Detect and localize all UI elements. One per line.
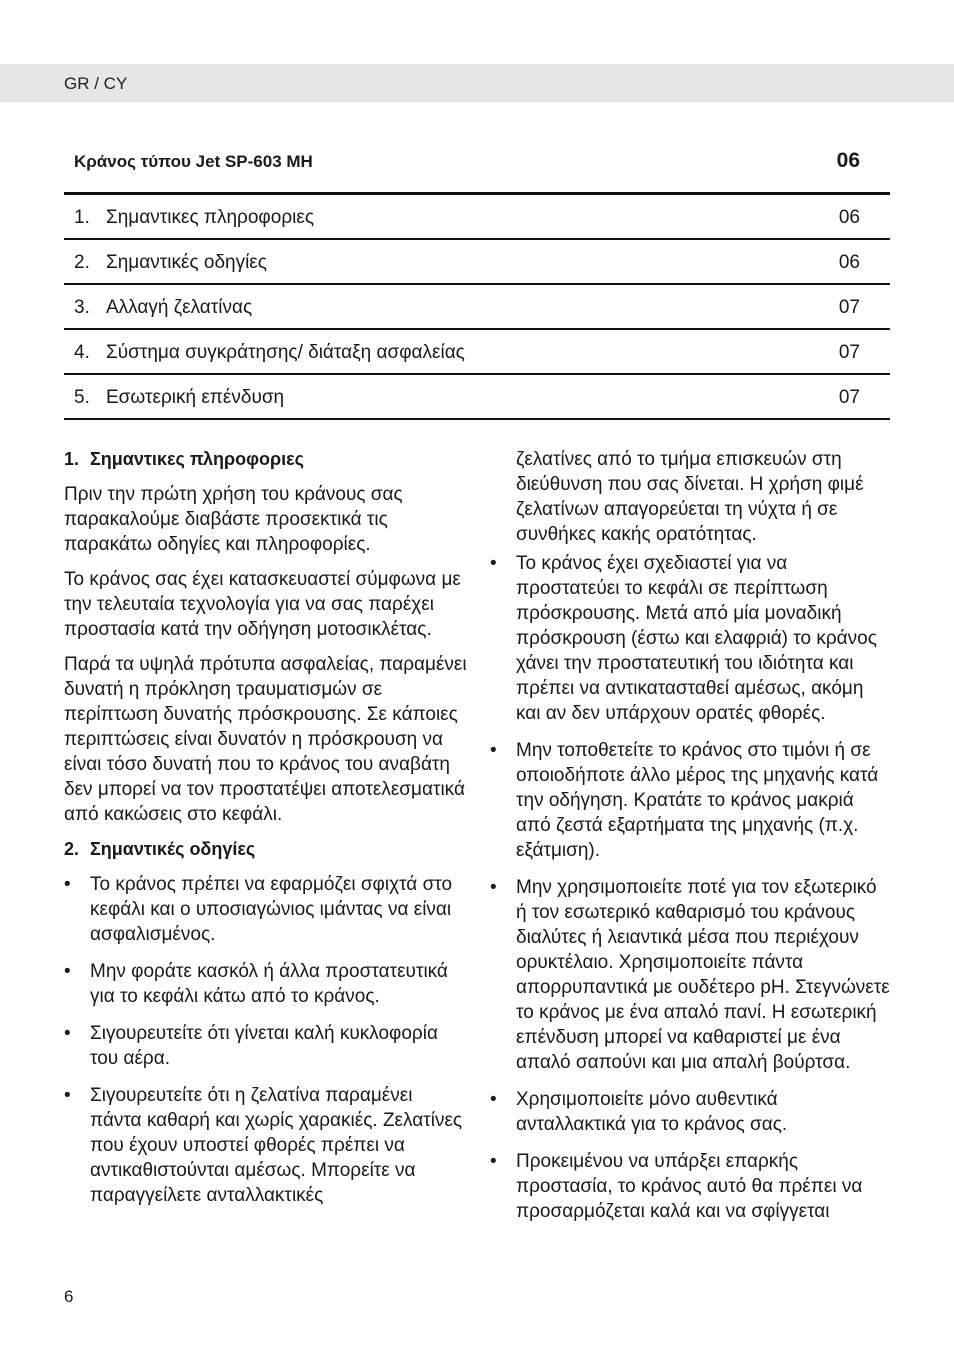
bullet-continuation: ζελατίνες από το τμήμα επισκευών στη διεύθυνση που σας δίνεται. Η χρήση φιμέ ζελατίνων απαγορεύεται τη νύχτα ή σε συνθήκες κακής ορατότητας. (516, 449, 864, 545)
bullet-icon: • (490, 877, 497, 898)
toc-item-label: Σύστημα συγκράτησης/ διάταξη ασφαλείας (106, 342, 465, 363)
language-label: GR / CY (64, 74, 128, 93)
bullet-text: Το κράνος πρέπει να εφαρμόζει σφιχτά στο κεφάλι και ο υποσιαγώνιος ιμάντας να είναι ασφαλισμένος. (90, 874, 453, 945)
toc-item-number: 1. (74, 207, 90, 228)
toc-item-page: 07 (838, 387, 860, 408)
toc-item (64, 240, 890, 285)
bullet-text: Το κράνος έχει σχεδιαστεί για να προστατεύει το κεφάλι σε περίπτωση πρόσκρουσης. Μετά από μία μοναδική πρόσκρουση (έστω και ελαφριά) το κράνος χάνει την προστατευτική του ιδιότητα και πρέπει να αντικατασταθεί αμέσως, ακόμη και αν δεν υπάρχουν ορατές φθορές. (516, 553, 877, 724)
toc-title: Κράνος τύπου Jet SP-603 MH (74, 152, 313, 171)
section-title: Σημαντικες πληροφοριες (90, 449, 305, 469)
bullet-text: Προκειμένου να υπάρξει επαρκής προστασία, το κράνος αυτό θα πρέπει να προσαρμόζεται καλά και να σφίγγεται (516, 1151, 863, 1222)
language-bar (0, 64, 954, 102)
toc-item-label: Αλλαγή ζελατίνας (106, 297, 253, 318)
bullet-icon: • (490, 1151, 497, 1172)
toc-item-page: 07 (838, 297, 860, 318)
table-of-contents (64, 140, 890, 420)
bullet-icon: • (490, 553, 497, 574)
bullet-text: Μην φοράτε κασκόλ ή άλλα προστατευτικά για το κεφάλι κάτω από το κράνος. (90, 961, 448, 1007)
toc-item-number: 3. (74, 297, 90, 318)
bullet-icon: • (64, 1085, 71, 1106)
paragraph: Πριν την πρώτη χρήση του κράνους σας παρακαλούμε διαβάστε προσεκτικά τις παρακάτω οδηγίες και πληροφορίες. (64, 484, 403, 555)
bullet-item (64, 1021, 468, 1071)
bullet-icon: • (64, 1023, 71, 1044)
bullet-text: Σιγουρευτείτε ότι γίνεται καλή κυκλοφορία του αέρα. (90, 1023, 438, 1069)
paragraph: Το κράνος σας έχει κατασκευαστεί σύμφωνα με την τελευταία τεχνολογία για να σας παρέχει προστασία κατά την οδήγηση μοτοσικλέτας. (64, 569, 461, 640)
bullet-item (490, 551, 890, 726)
bullet-icon: • (490, 740, 497, 761)
bullet-text: Χρησιμοποιείτε μόνο αυθεντικά ανταλλακτικά για το κράνος σας. (516, 1089, 788, 1135)
bullet-item (64, 1083, 468, 1208)
bullet-icon: • (64, 961, 71, 982)
section-heading (64, 837, 468, 862)
toc-title-row (64, 140, 890, 195)
bullet-item (490, 1149, 890, 1224)
toc-item-label: Εσωτερική επένδυση (106, 387, 285, 408)
toc-item (64, 375, 890, 420)
bullet-item (490, 1087, 890, 1137)
toc-item-number: 4. (74, 342, 90, 363)
toc-item (64, 285, 890, 330)
bullet-icon: • (64, 874, 71, 895)
bullet-item (490, 738, 890, 863)
left-column (64, 447, 468, 1220)
bullet-icon: • (490, 1089, 497, 1110)
toc-item-label: Σημαντικές οδηγίες (106, 252, 267, 273)
toc-item-number: 2. (74, 252, 90, 273)
section-heading (64, 447, 468, 472)
toc-item (64, 330, 890, 375)
toc-item-number: 5. (74, 387, 90, 408)
bullet-text: Μην χρησιμοποιείτε ποτέ για τον εξωτερικό ή τον εσωτερικό καθαρισμό του κράνους διαλύτες ή λειαντικά μέσα που περιέχουν ορυκτέλαιο. Χρησιμοποιείτε πάντα απορρυπαντικά με ουδέτερο pH. Στεγνώνετε το κράνος με ένα απαλό πανί. Η εσωτερική επένδυση μπορεί να καθαριστεί με ένα απαλό σαπούνι και μια απαλή βούρτσα. (516, 877, 890, 1073)
section-number: 2. (64, 839, 80, 859)
bullet-text: Σιγουρευτείτε ότι η ζελατίνα παραμένει πάντα καθαρή και χωρίς χαρακιές. Ζελατίνες που έχουν υποστεί φθορές πρέπει να αντικαθιστούνται αμέσως. Μπορείτε να παραγγείλετε ανταλλακτικές (90, 1085, 463, 1206)
right-column (490, 447, 890, 1236)
toc-title-page: 06 (836, 149, 860, 172)
page-number: 6 (64, 1287, 74, 1306)
toc-item-page: 06 (838, 207, 860, 228)
toc-item-label: Σημαντικες πληροφοριες (106, 207, 314, 228)
bullet-text: Μην τοποθετείτε το κράνος στο τιμόνι ή σε οποιοδήποτε άλλο μέρος της μηχανής κατά την οδήγηση. Κρατάτε το κράνος μακριά από ζεστά εξαρτήματα της μηχανής (π.χ. εξάτμιση). (516, 740, 879, 861)
bullet-item (64, 959, 468, 1009)
bullet-item (490, 875, 890, 1075)
toc-item (64, 195, 890, 240)
paragraph: Παρά τα υψηλά πρότυπα ασφαλείας, παραμένει δυνατή η πρόκληση τραυματισμών σε περίπτωση δυνατής πρόσκρουσης. Σε κάποιες περιπτώσεις είναι δυνατόν η πρόσκρουση να είναι τόσο δυνατή που το κράνος του αναβάτη δεν μπορεί να τον προστατέψει αποτελεσματικά από κακώσεις στο κεφάλι. (64, 654, 467, 825)
bullet-item (64, 872, 468, 947)
toc-item-page: 07 (838, 342, 860, 363)
toc-item-page: 06 (838, 252, 860, 273)
section-title: Σημαντικές οδηγίες (90, 839, 256, 859)
section-number: 1. (64, 449, 80, 469)
